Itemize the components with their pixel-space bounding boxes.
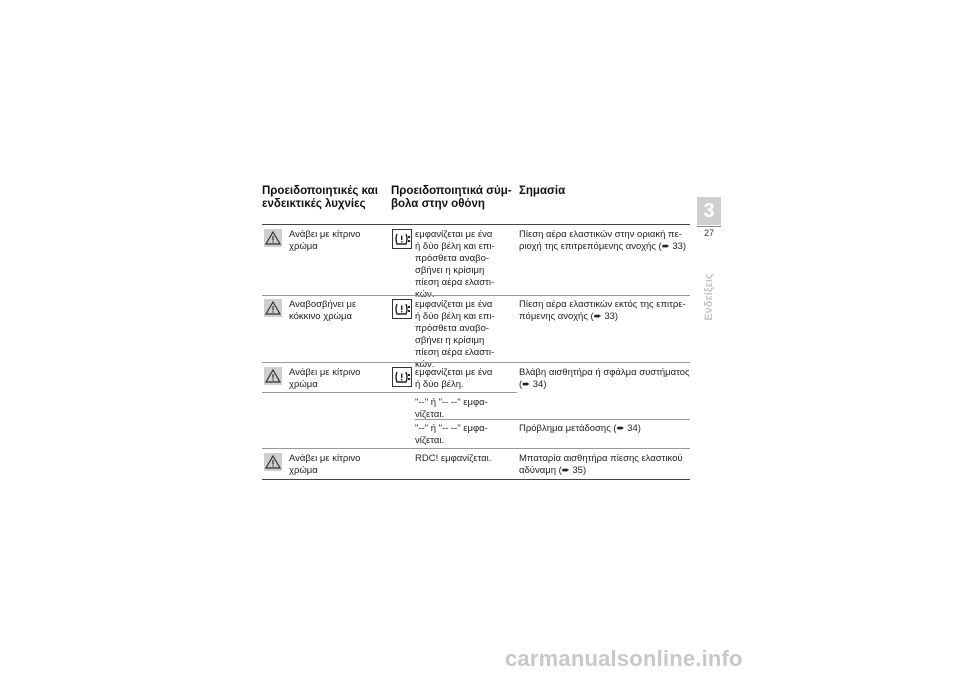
row1-display: εμφανίζεται με ένα ή δύο βέλη και επι- πρόσθετα αναβο- σβήνει η κρίσιμη πίεση αέρα ελαστι- κών.	[415, 229, 495, 300]
row1-lamp: Ανάβει με κίτρινο χρώμα	[289, 229, 361, 252]
warning-triangle-icon	[264, 299, 282, 317]
row3-display-alt: "--" ή "-- --" εμφα- νίζεται.	[415, 397, 488, 420]
tire-pressure-icon	[392, 367, 412, 387]
warning-triangle-icon	[264, 229, 282, 247]
header-display-symbols: Προειδοποιητικά σύμ- βολα στην οθόνη	[391, 185, 512, 210]
row4-display: "--" ή "-- --" εμφα- νίζεται.	[415, 423, 488, 446]
row5-lamp: Ανάβει με κίτρινο χρώμα	[289, 453, 361, 476]
row5-meaning: Μπαταρία αισθητήρα πίεσης ελαστικού αδύναμη (➨ 35)	[519, 453, 683, 476]
header-meaning: Σημασία	[519, 185, 566, 197]
chapter-number: 3	[697, 197, 721, 225]
row-subdivider	[262, 392, 517, 393]
warning-triangle-icon	[264, 453, 282, 471]
warning-triangle-icon	[264, 367, 282, 385]
row2-meaning: Πίεση αέρα ελαστικών εκτός της επιτρε- πόμενης ανοχής (➨ 33)	[519, 299, 686, 322]
row2-display: εμφανίζεται με ένα ή δύο βέλη και επι- πρόσθετα αναβο- σβήνει η κρίσιμη πίεση αέρα ελαστι- κών.	[415, 299, 495, 370]
tire-pressure-icon	[392, 299, 412, 319]
table-bottom-rule	[262, 479, 690, 480]
row-divider	[262, 448, 690, 449]
row3-display: εμφανίζεται με ένα ή δύο βέλη.	[415, 367, 493, 390]
row1-meaning: Πίεση αέρα ελαστικών στην οριακή πε- ριοχή της επιτρεπόμενης ανοχής (➨ 33)	[519, 229, 687, 252]
tire-pressure-icon	[392, 229, 412, 249]
row4-meaning: Πρόβλημα μετάδοσης (➨ 34)	[519, 423, 641, 434]
row2-lamp: Αναβοσβήνει με κόκκινο χρώμα	[289, 299, 357, 322]
chapter-label: Ενδείξεις	[703, 273, 715, 321]
header-lamps: Προειδοποιητικές και ενδεικτικές λυχνίες	[262, 185, 378, 210]
row3-meaning: Βλάβη αισθητήρα ή σφάλμα συστήματος (➨ 34)	[519, 367, 690, 390]
row-divider	[262, 362, 690, 363]
header-rule	[262, 224, 690, 225]
row5-display: RDC! εμφανίζεται.	[415, 453, 492, 464]
row-divider	[415, 419, 690, 420]
watermark: carmanualsonline.info	[505, 646, 743, 671]
row3-lamp: Ανάβει με κίτρινο χρώμα	[289, 367, 361, 390]
row-divider	[262, 295, 690, 296]
chapter-divider	[697, 226, 721, 227]
page-number: 27	[703, 228, 714, 238]
